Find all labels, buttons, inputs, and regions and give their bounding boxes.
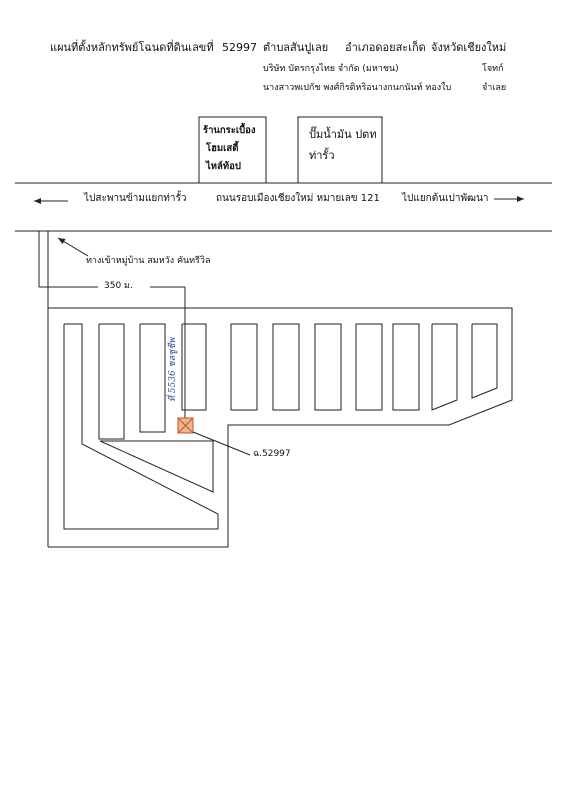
defendant-role: จำเลย bbox=[482, 83, 507, 93]
block-2 bbox=[140, 324, 165, 432]
village-entrance-label: ทางเข้าหมู่บ้าน สมหวัง คันทรีวิล bbox=[86, 256, 211, 266]
borrower-company-role: โจทก์ bbox=[482, 64, 504, 74]
block-9 bbox=[393, 324, 419, 410]
district: อำเภอดอยสะเก็ด bbox=[345, 41, 426, 54]
header-title: แผนที่ตั้งหลักทรัพย์โฉนดที่ดินเลขที่ bbox=[50, 41, 214, 54]
road-left-direction: ไปสะพานข้ามแยกท่ารั้ว bbox=[84, 193, 187, 204]
block-6 bbox=[273, 324, 299, 410]
gas-station-label-line: ท่ารั้ว bbox=[309, 149, 335, 162]
block-3 bbox=[182, 324, 206, 410]
block-4 bbox=[100, 441, 213, 492]
entrance-arrow-icon bbox=[58, 238, 88, 256]
road-name: ถนนรอบเมืองเชียงใหม่ หมายเลข 121 bbox=[216, 193, 380, 204]
tile-shop-label-line: ร้านกระเบื้อง bbox=[203, 125, 256, 136]
block-1 bbox=[99, 324, 124, 439]
subdistrict: ตำบลสันปูเลย bbox=[263, 41, 329, 54]
block-8 bbox=[356, 324, 382, 410]
plot-leader-line bbox=[193, 432, 250, 455]
tile-shop-label-line: ไหล์ท้อป bbox=[206, 161, 241, 172]
gas-station-label-line: ปั๊มน้ำมัน ปตท bbox=[309, 128, 377, 141]
borrower-company: บริษัท บัตรกรุงไทย จำกัด (มหาชน) bbox=[263, 64, 399, 74]
block-diagonal bbox=[64, 324, 218, 529]
handwritten-note: ที่ 5536 ชลชูชีพ bbox=[168, 337, 178, 402]
block-10 bbox=[432, 324, 457, 410]
tile-shop-label-line: โฮมเสตี้ bbox=[206, 143, 239, 154]
province: จังหวัดเชียงใหม่ bbox=[431, 41, 507, 54]
village-outer-boundary bbox=[48, 308, 512, 547]
deed-number: 52997 bbox=[222, 41, 257, 54]
plot-label: ฉ.52997 bbox=[253, 449, 291, 459]
block-7 bbox=[315, 324, 341, 410]
block-5 bbox=[231, 324, 257, 410]
block-11 bbox=[472, 324, 497, 398]
defendant-name: นางสาวพเปกัช พงศ์กิรติหริอนางกนกนันท์ ทองใบ bbox=[263, 83, 452, 93]
plot-marker-icon bbox=[178, 418, 193, 433]
road-right-direction: ไปแยกต้นเปาพัฒนา bbox=[402, 193, 489, 204]
distance-label: 350 ม. bbox=[104, 281, 133, 291]
